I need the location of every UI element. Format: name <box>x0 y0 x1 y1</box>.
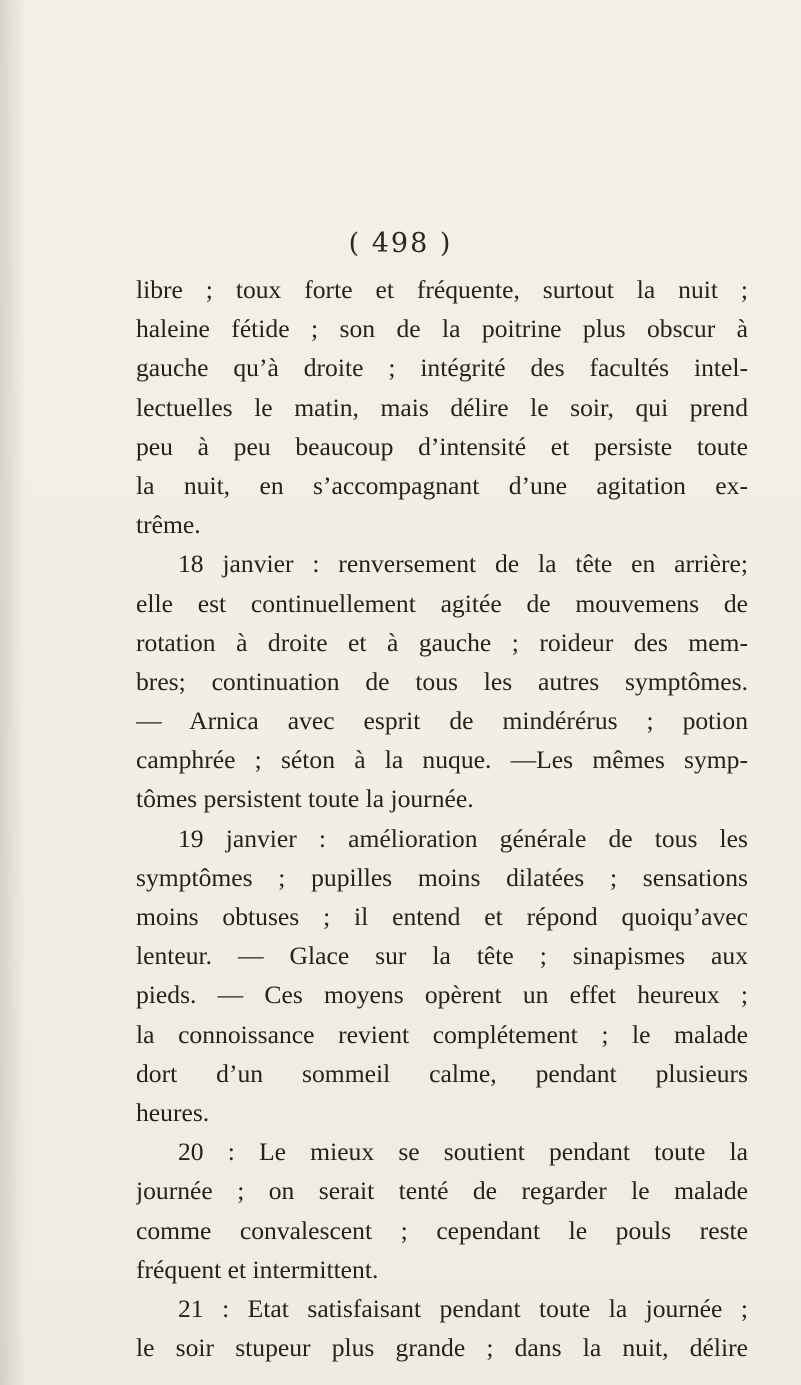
text-line: haleine fétide ; son de la poitrine plus obscur à <box>136 314 748 344</box>
text-line: 21 : Etat satisfaisant pendant toute la journée ; <box>178 1293 748 1323</box>
text-line: la nuit, en s’accompagnant d’une agitation ex- <box>136 470 748 500</box>
text-line: symptômes ; pupilles moins dilatées ; sensations <box>136 862 748 892</box>
text-line: 20 : Le mieux se soutient pendant toute la <box>178 1137 748 1167</box>
text-line: — Arnica avec esprit de mindérérus ; potion <box>136 706 748 736</box>
text-line: pieds. — Ces moyens opèrent un effet heureux ; <box>136 980 748 1010</box>
text-line: lectuelles le matin, mais délire le soir, qui prend <box>136 392 748 422</box>
text-line: dort d’un sommeil calme, pendant plusieurs <box>136 1058 748 1088</box>
binding-shadow <box>0 0 26 1385</box>
text-line: moins obtuses ; il entend et répond quoiqu’avec <box>136 902 748 931</box>
text-line: tômes persistent toute la journée. <box>136 784 474 814</box>
text-line: elle est continuellement agitée de mouvemens de <box>136 588 748 618</box>
text-line: trême. <box>136 510 201 540</box>
text-line: le soir stupeur plus grande ; dans la nuit, délire <box>136 1333 748 1363</box>
text-line: camphrée ; séton à la nuque. —Les mêmes symp- <box>136 745 748 775</box>
text-line: rotation à droite et à gauche ; roideur des mem- <box>136 627 748 657</box>
text-line: bres; continuation de tous les autres symptômes. <box>136 666 748 696</box>
text-line: comme convalescent ; cependant le pouls reste <box>136 1215 748 1245</box>
text-line: fréquent et intermittent. <box>136 1254 379 1284</box>
text-line: heures. <box>136 1097 210 1127</box>
text-line: peu à peu beaucoup d’intensité et persiste toute <box>136 431 748 461</box>
body-text <box>136 270 748 1367</box>
text-line: journée ; on serait tenté de regarder le malade <box>136 1176 748 1206</box>
text-line: libre ; toux forte et fréquente, surtout la nuit ; <box>136 275 748 304</box>
text-line: gauche qu’à droite ; intégrité des facultés intel- <box>136 353 748 383</box>
text-line: la connoissance revient complétement ; le malade <box>136 1019 748 1049</box>
text-line: 19 janvier : amélioration générale de tous les <box>178 823 748 853</box>
text-line: lenteur. — Glace sur la tête ; sinapismes aux <box>136 941 748 971</box>
page-number: ( 498 ) <box>348 228 453 259</box>
text-line: 18 janvier : renversement de la tête en arrière; <box>178 549 748 579</box>
